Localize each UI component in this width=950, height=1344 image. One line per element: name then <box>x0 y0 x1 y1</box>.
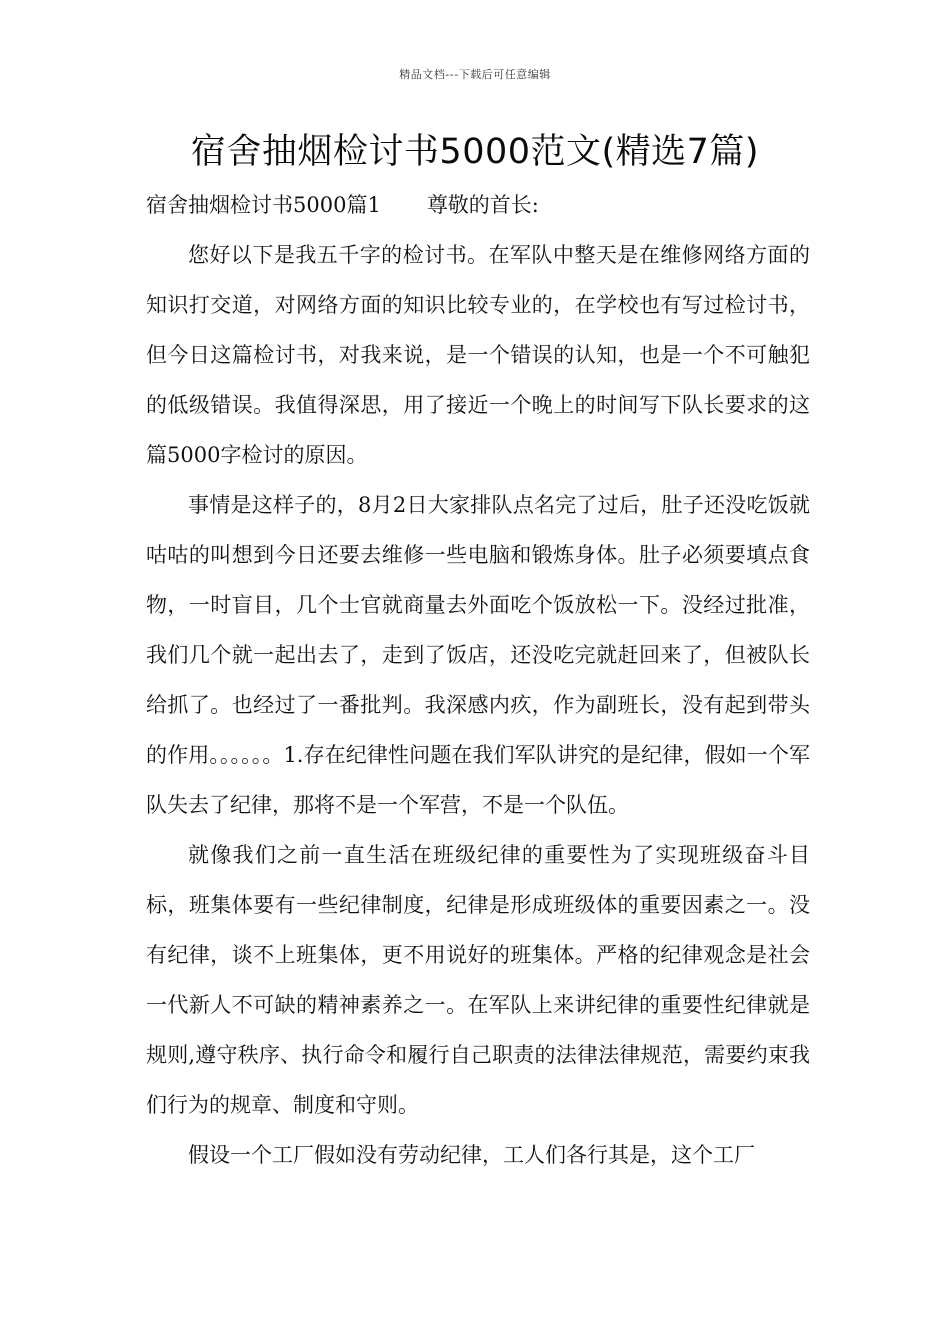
paragraph-1: 您好以下是我五千字的检讨书。在军队中整天是在维修网络方面的知识打交道，对网络方面的知识比较专业的，在学校也有写过检讨书，但今日这篇检讨书，对我来说，是一个错误的认知，也是一个不可触犯的低级错误。我值得深思，用了接近一个晚上的时间写下队长要求的这篇5000字检讨的原因。 <box>146 243 810 467</box>
paragraph-4: 假设一个工厂假如没有劳动纪律，工人们各行其是，这个工厂 <box>188 1143 755 1167</box>
header-note: 精品文档---下载后可任意编辑 <box>399 68 551 81</box>
salutation: 尊敬的首长: <box>426 193 539 217</box>
document-title: 宿舍抽烟检讨书5000范文(精选7篇) <box>190 132 760 172</box>
section-heading-line <box>146 180 810 230</box>
document-body <box>146 180 810 1180</box>
paragraph-2: 事情是这样子的，8月2日大家排队点名完了过后，肚子还没吃饭就咕咕的叫想到今日还要去维修一些电脑和锻炼身体。肚子必须要填点食物，一时盲目，几个士官就商量去外面吃个饭放松一下。没经过批准，我们几个就一起出去了，走到了饭店，还没吃完就赶回来了，但被队长给抓了。也经过了一番批判。我深感内疚，作为副班长，没有起到带头的作用。。。。。。1.存在纪律性问题在我们军队讲究的是纪律，假如一个军队失去了纪律，那将不是一个军营，不是一个队伍。 <box>146 493 810 817</box>
paragraph-3: 就像我们之前一直生活在班级纪律的重要性为了实现班级奋斗目标，班集体要有一些纪律制度，纪律是形成班级体的重要因素之一。没有纪律，谈不上班集体，更不用说好的班集体。严格的纪律观念是社会一代新人不可缺的精神素养之一。在军队上来讲纪律的重要性纪律就是规则,遵守秩序、执行命令和履行自己职责的法律法律规范，需要约束我们行为的规章、制度和守则。 <box>146 843 810 1117</box>
section-heading: 宿舍抽烟检讨书5000篇1 <box>146 193 381 217</box>
